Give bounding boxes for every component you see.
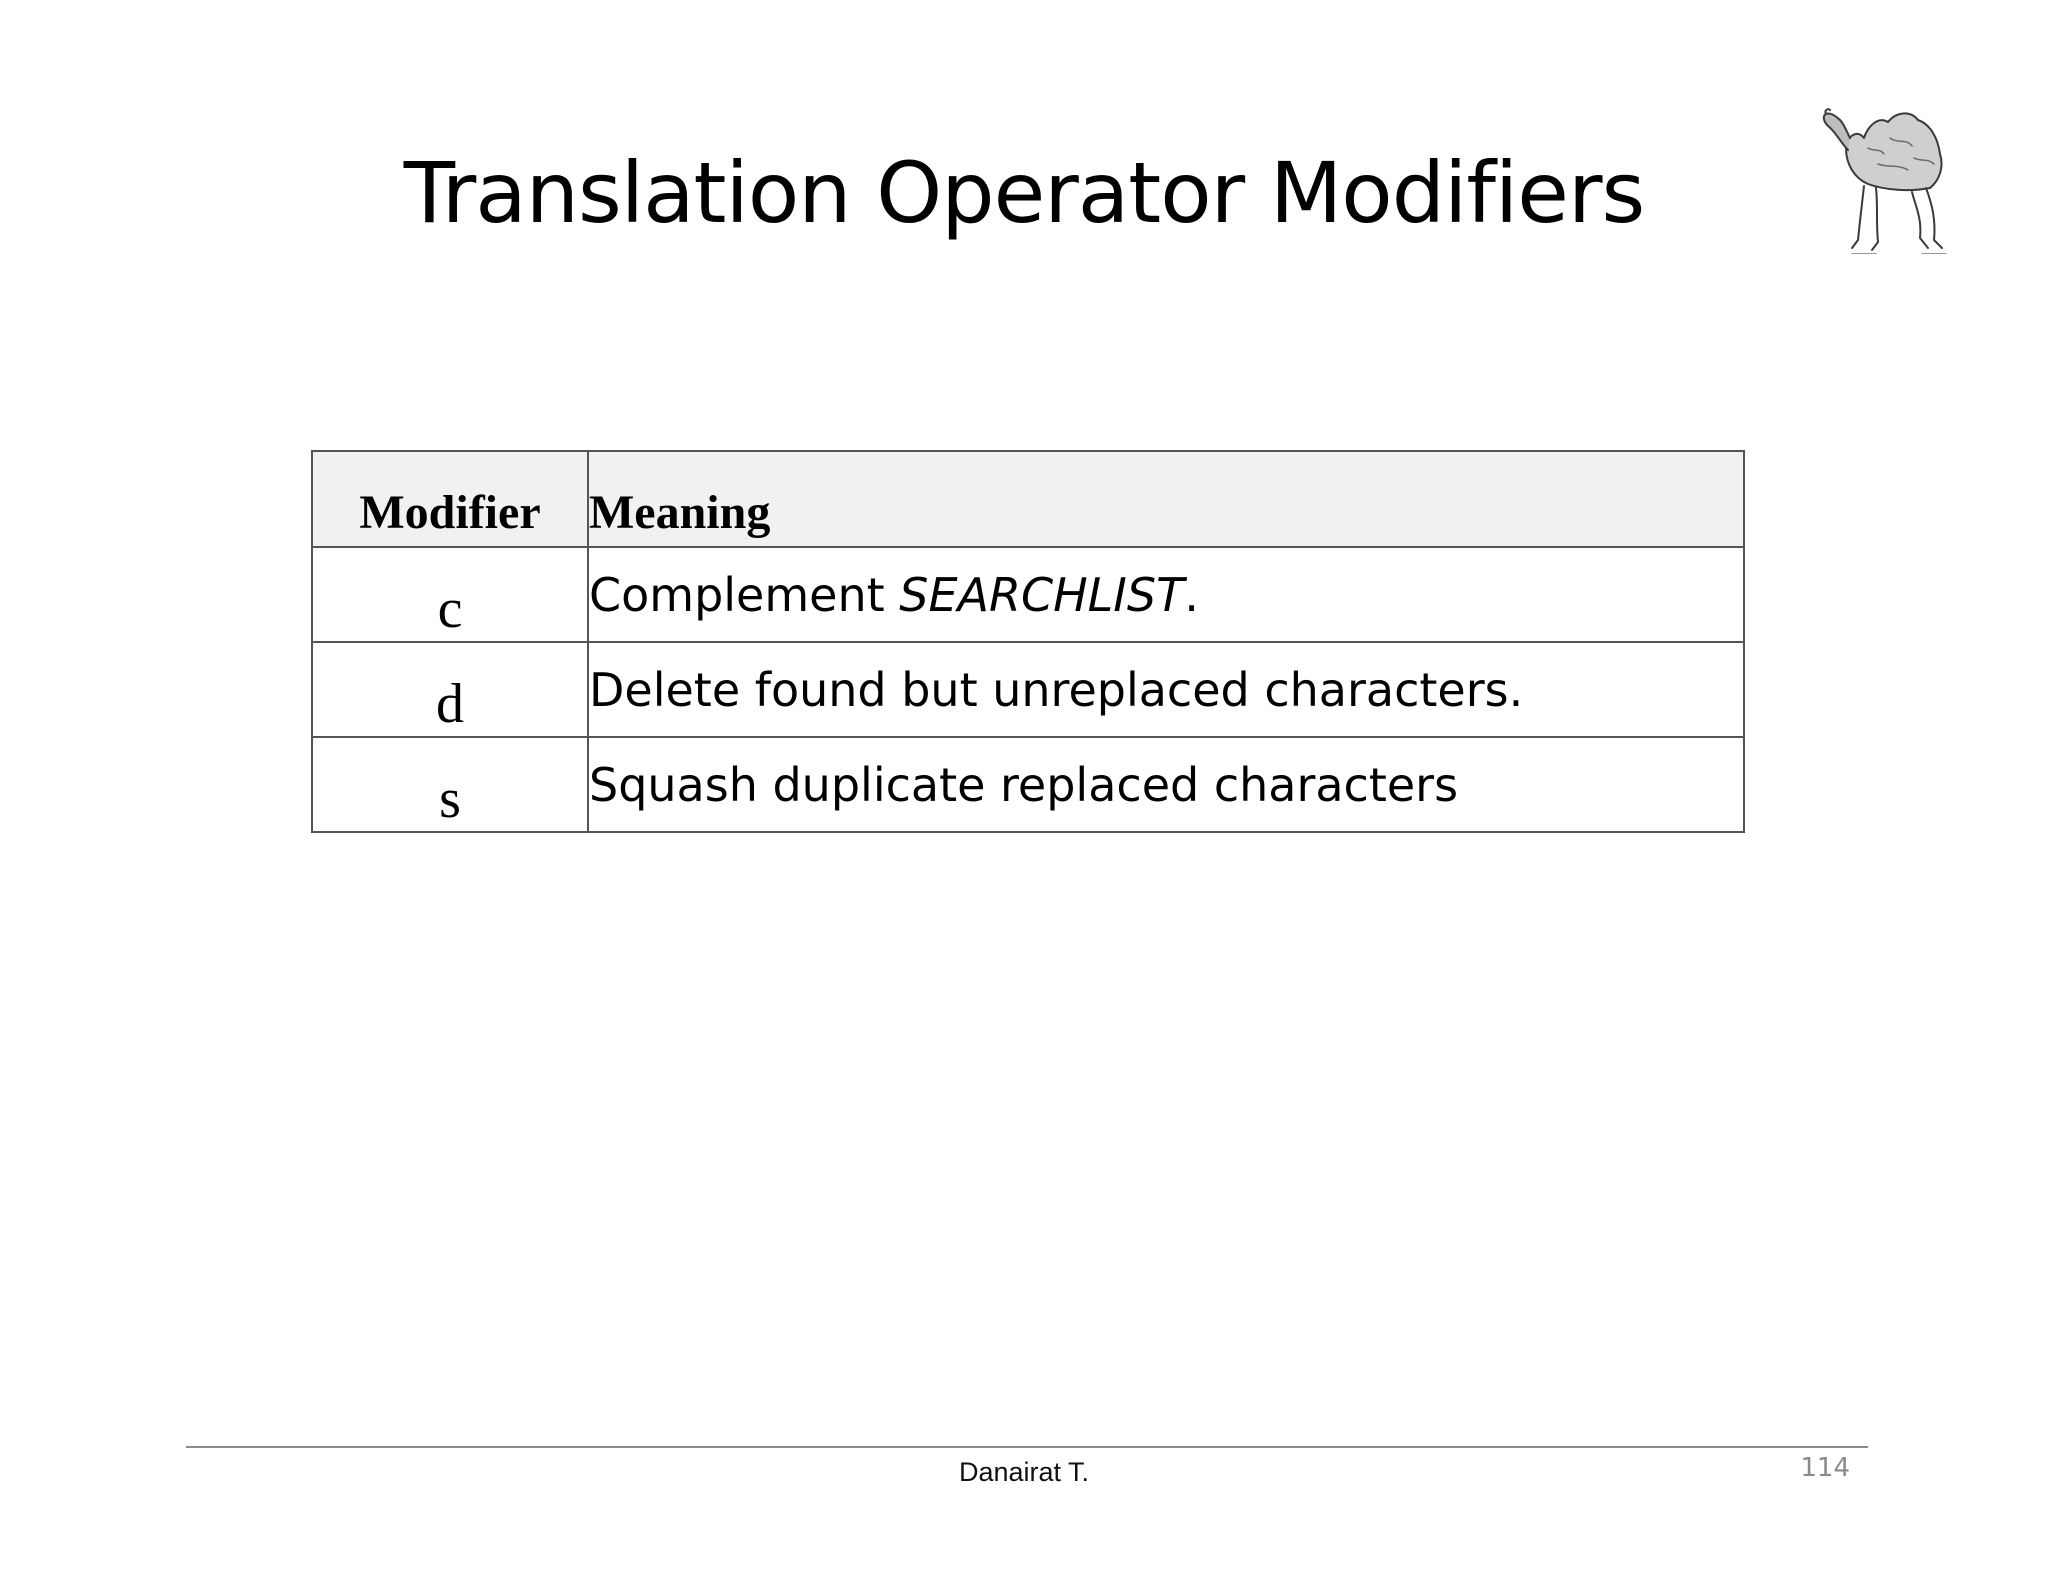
header-modifier: Modifier [312, 451, 588, 547]
modifier-table [311, 450, 1745, 833]
modifier-cell: d [312, 642, 588, 737]
table-row [312, 737, 1744, 832]
table-header-row [312, 451, 1744, 547]
meaning-punctuation: . [1184, 567, 1199, 622]
footer-divider [186, 1446, 1868, 1448]
meaning-text: Complement [589, 567, 900, 622]
meaning-italic-term: SEARCHLIST [899, 567, 1185, 622]
modifier-cell: c [312, 547, 588, 642]
table-row [312, 642, 1744, 737]
header-meaning: Meaning [588, 451, 1744, 547]
meaning-cell: Delete found but unreplaced characters. [588, 642, 1744, 737]
slide-title: Translation Operator Modifiers [403, 144, 1645, 242]
meaning-cell: Squash duplicate replaced characters [588, 737, 1744, 832]
footer-author: Danairat T. [958, 1457, 1090, 1487]
table-row [312, 547, 1744, 642]
modifier-cell: s [312, 737, 588, 832]
camel-icon [1818, 108, 1954, 254]
page-number: 114 [1800, 1453, 1850, 1483]
meaning-cell [588, 547, 1744, 642]
